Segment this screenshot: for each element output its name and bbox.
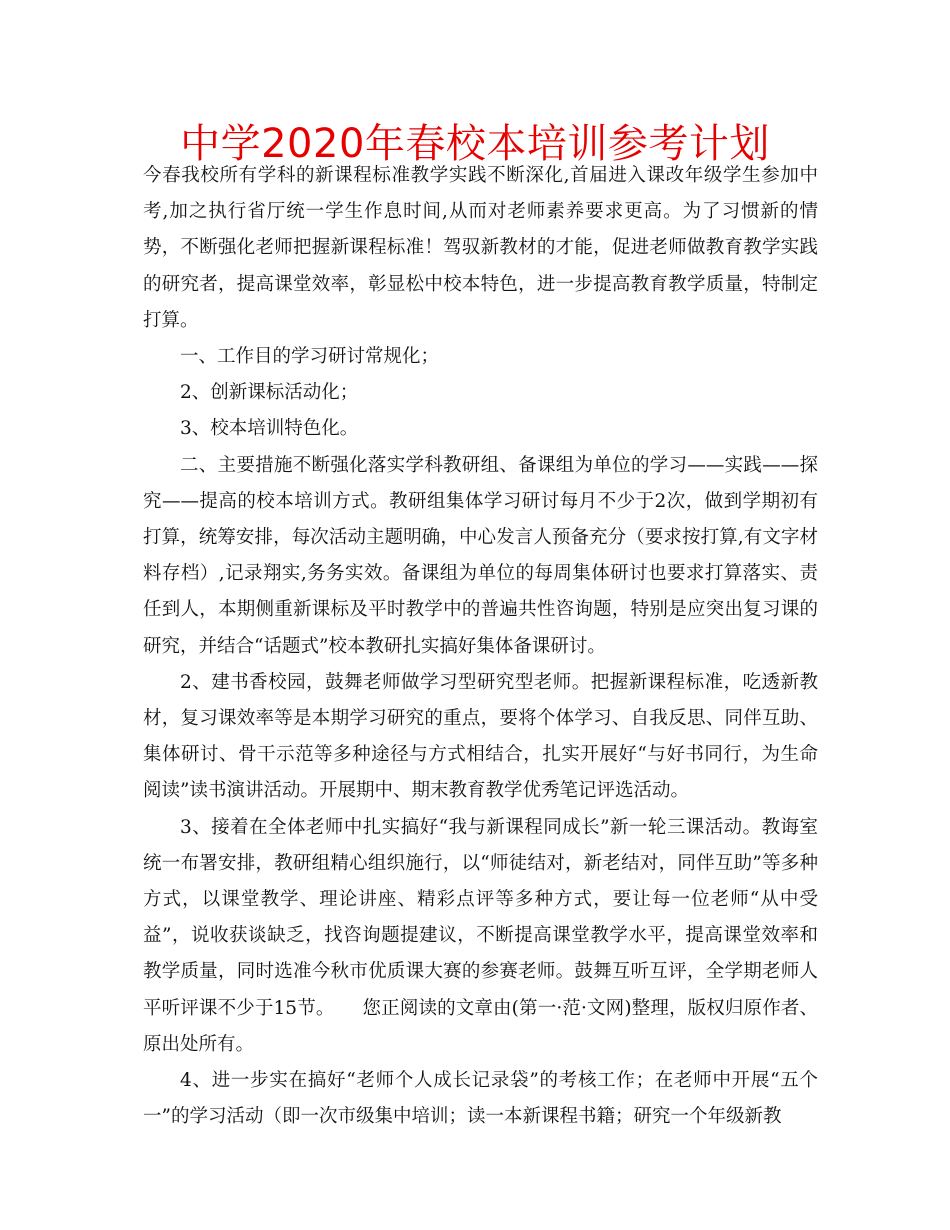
measure-item-2: 2、建书香校园，鼓舞老师做学习型研究型老师。把握新课程标准，吃透新教材，复习课效率等是本期学习研究的重点，要将个体学习、自我反思、同伴互助、集体研讨、骨干示范等多种途径与方式相结合，扎实开展好“与好书同行，为生命阅读”读书演讲活动。开展期中、期末教育教学优秀笔记评选活动。 (143, 671, 818, 802)
goal-item-3: 3、校本培训特色化。 (180, 418, 359, 440)
document-title: 中学2020年春校本培训参考计划 (180, 121, 770, 167)
document-body (143, 158, 818, 1135)
measures-paragraph: 二、主要措施不断强化落实学科教研组、备课组为单位的学习——实践——探究——提高的校本培训方式。教研组集体学习研讨每月不少于2次，做到学期初有打算，统筹安排，每次活动主题明确，中心发言人预备充分（要求按打算,有文字材料存档）,记录翔实,务务实效。备课组为单位的每周集体研讨也要求打算落实、责任到人，本期侧重新课标及平时教学中的普遍共性咨询题，特别是应突出复习课的研究，并结合“话题式”校本教研扎实搞好集体备课研讨。 (143, 454, 818, 657)
goal-paragraph: 一、工作目的学习研讨常规化； (180, 346, 440, 368)
measure-item-4: 4、进一步实在搞好“老师个人成长记录袋”的考核工作；在老师中开展“五个一”的学习活动（即一次市级集中培训；读一本新课程书籍；研究一个年级新教 (143, 1070, 818, 1128)
measure-item-3: 3、接着在全体老师中扎实搞好“我与新课程同成长”新一轮三课活动。教诲室统一布署安排，教研组精心组织施行，以“师徒结对，新老结对，同伴互助”等多种方式，以课堂教学、理论讲座、精彩点评等多种方式，要让每一位老师“从中受益”，说收获谈缺乏，找咨询题提建议，不断提高课堂教学水平，提高课堂效率和教学质量，同时选准今秋市优质课大赛的参赛老师。鼓舞互听互评，全学期老师人平听评课不少于15节。 您正阅读的文章由(第一·范·文网)整理，版权归原作者、原出处所有。 (143, 816, 818, 1055)
goal-item-2: 2、创新课标活动化； (180, 382, 359, 404)
intro-paragraph: 今春我校所有学科的新课程标准教学实践不断深化,首届进入课改年级学生参加中考,加之执行省厅统一学生作息时间,从而对老师素养要求更高。为了习惯新的情势，不断强化老师把握新课程标准！驾驭新教材的才能，促进老师做教育教学实践的研究者，提高课堂效率，彰显松中校本特色，进一步提高教育教学质量，特制定打算。 (143, 165, 818, 331)
